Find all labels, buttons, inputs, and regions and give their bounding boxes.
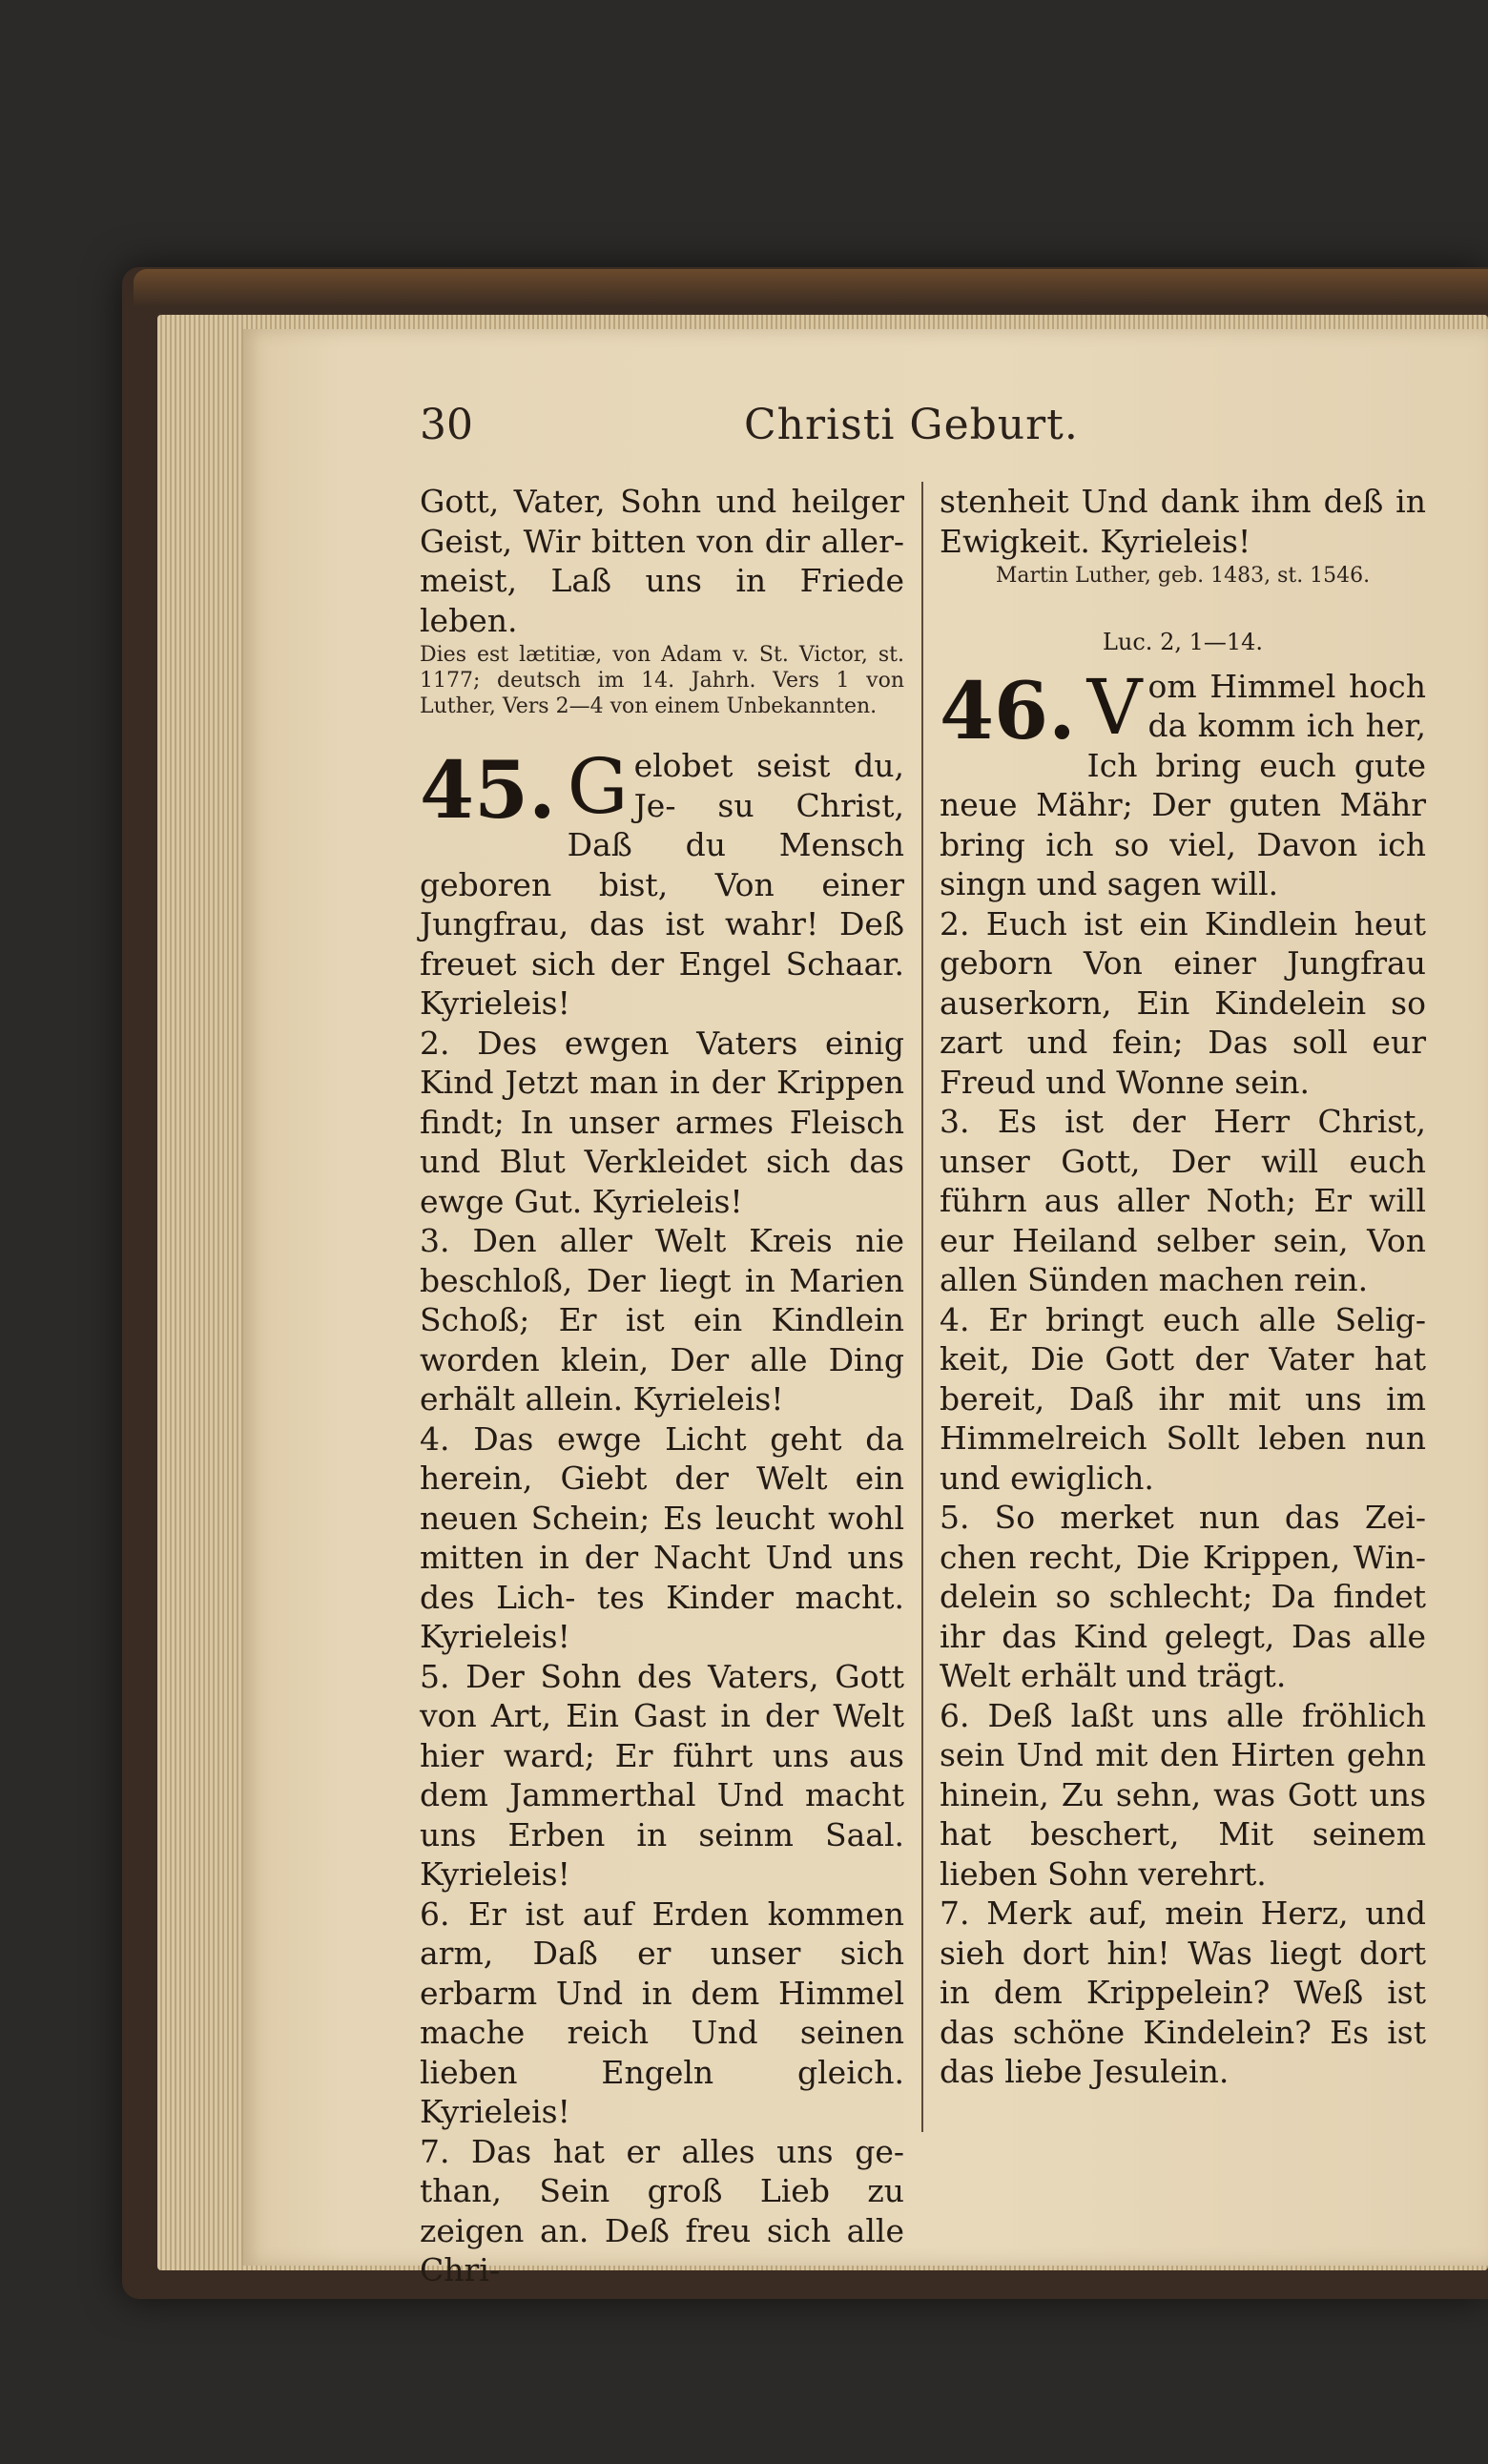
stanza: 5. So merket nun das Zei- chen recht, Die Krippen, Win- delein so schlecht; Da findet ihr das Kind gelegt, Das alle Welt erhält und trägt. xyxy=(940,1499,1426,1694)
running-title: Christi Geburt. xyxy=(744,401,1079,449)
stanza: 7. Merk auf, mein Herz, und sieh dort hin! Was liegt dort in dem Krippelein? Weß ist das schöne Kindelein? Es ist das liebe Jesulein. xyxy=(940,1895,1426,2090)
hymn-number: 46. xyxy=(940,665,1076,757)
stanza: 5. Der Sohn des Vaters, Gott von Art, Ein Gast in der Welt hier ward; Er führt uns aus dem Jammerthal Und macht uns Erben in seinm Saal. Kyrieleis! xyxy=(420,1657,904,1893)
hymn-number: 45. xyxy=(420,745,556,837)
stanza: 2. Euch ist ein Kindlein heut geborn Von einer Jungfrau auserkorn, Ein Kindelein so zart und fein; Das soll eur Freud und Wonne sein. xyxy=(940,904,1426,1101)
page-header xyxy=(420,401,1431,458)
first-stanza: om Himmel hoch da komm ich her, Ich bring euch gute neue Mähr; Der guten Mähr bring ich so viel, Davon ich singn und sagen will. xyxy=(940,667,1426,902)
drop-cap: V xyxy=(1086,662,1143,752)
drop-cap: G xyxy=(567,742,629,831)
hymn-46 xyxy=(940,662,1426,904)
hymn-attribution: Martin Luther, geb. 1483, st. 1546. xyxy=(995,564,1371,588)
stanza: 3. Es ist der Herr Christ, unser Gott, Der will euch führn aus aller Noth; Er will eur Heiland selber sein, Von allen Sünden machen rein. xyxy=(940,1103,1426,1298)
stanza: 4. Das ewge Licht geht da herein, Giebt der Welt ein neuen Schein; Es leucht wohl mitten in der Nacht Und uns des Lich- tes Kinder macht. Kyrieleis! xyxy=(420,1419,904,1655)
stanza: 6. Er ist auf Erden kommen arm, Daß er unser sich erbarm Und in dem Himmel mache reich Und seinen lieben Engeln gleich. Kyrieleis! xyxy=(420,1895,904,2130)
scripture-reference: Luc. 2, 1—14. xyxy=(1102,629,1264,655)
continued-stanza: Gott, Vater, Sohn und heilger Geist, Wir bitten von dir aller- meist, Laß uns in Friede leben. xyxy=(420,483,904,639)
hymn-45 xyxy=(420,742,904,1024)
left-column xyxy=(420,482,904,2290)
hymn-attribution: Dies est lætitiæ, von Adam v. St. Victor, st. 1177; deutsch im 14. Jahrh. Vers 1 von Luther, Vers 2—4 von einem Unbekannten. xyxy=(420,643,904,718)
stanza: 2. Des ewgen Vaters einig Kind Jetzt man in der Krippen findt; In unser armes Fleisch und Blut Verkleidet sich das ewge Gut. Kyrieleis! xyxy=(420,1024,904,1220)
stanza: 3. Den aller Welt Kreis nie beschloß, Der liegt in Marien Schoß; Er ist ein Kindlein worden klein, Der alle Ding erhält allein. Kyrieleis! xyxy=(420,1222,904,1418)
book-spine-edge xyxy=(134,269,1488,307)
continued-stanza: stenheit Und dank ihm deß in Ewigkeit. Kyrieleis! xyxy=(940,483,1426,560)
stanza: 7. Das hat er alles uns ge- than, Sein groß Lieb zu zeigen an. Deß freu sich alle Chri- xyxy=(420,2132,904,2288)
stanza: 6. Deß laßt uns alle fröhlich sein Und mit den Hirten gehn hinein, Zu sehn, was Gott uns hat beschert, Mit seinem lieben Sohn verehrt. xyxy=(940,1696,1426,1893)
right-column xyxy=(940,482,1426,2092)
page-number: 30 xyxy=(420,401,473,449)
stanza: 4. Er bringt euch alle Selig- keit, Die Gott der Vater hat bereit, Daß ihr mit uns im Himmelreich Sollt leben nun und ewiglich. xyxy=(940,1300,1426,1497)
column-divider xyxy=(921,482,923,2132)
first-stanza: elobet seist du, Je- su Christ, Daß du Mensch geboren bist, Von einer Jungfrau, das ist wahr! Deß freuet sich der Engel Schaar. Kyrieleis! xyxy=(420,747,904,1022)
